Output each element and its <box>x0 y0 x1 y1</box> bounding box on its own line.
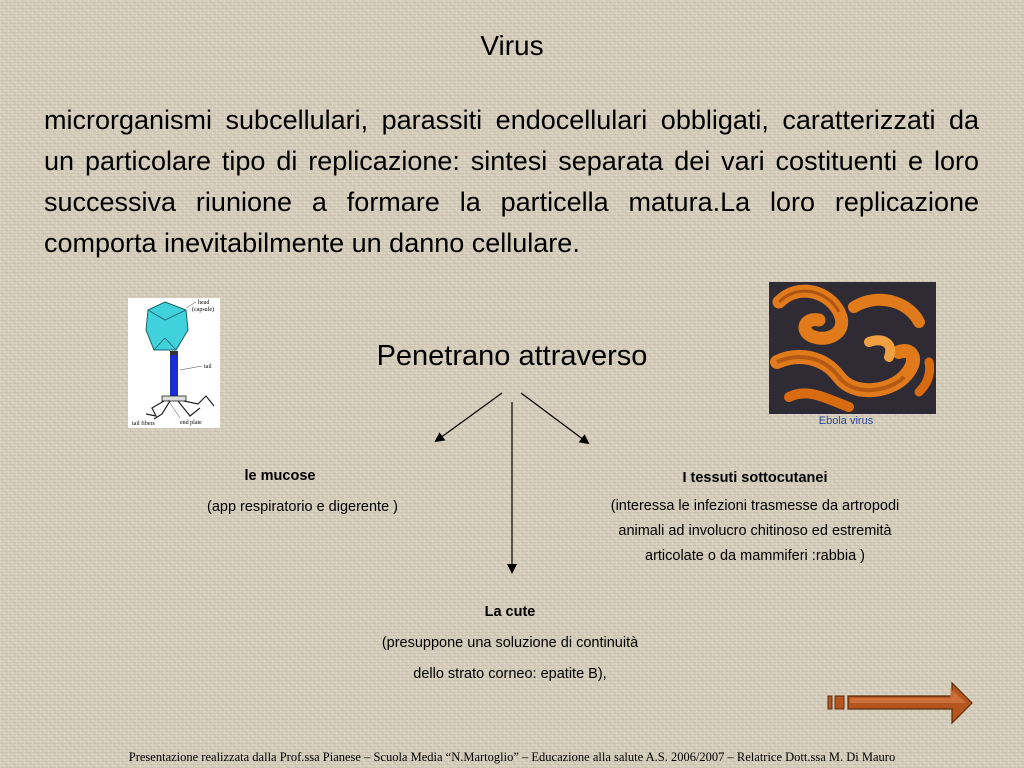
arrow-left <box>436 393 502 441</box>
tessuti-desc-line: articolate o da mammiferi :rabbia ) <box>645 548 865 564</box>
phage-label-tail-fibers: tail fibers <box>132 421 155 427</box>
intro-paragraph: microrganismi subcellulari, parassiti endocellulari obbligati, caratterizzati da un particolare tipo di replicazione: sintesi separata dei vari costituenti e loro successiva riunione a formare la particella matura.La loro replicazione comporta inevitabilmente un danno cellulare. <box>44 105 979 258</box>
tessuti-desc-line: (interessa le infezioni trasmesse da artropodi <box>610 498 900 514</box>
phage-label-end-plate: end plate <box>180 420 202 426</box>
cute-title: La cute <box>484 604 536 620</box>
ebola-caption: Ebola virus <box>818 415 874 427</box>
phage-label-tail: tail <box>204 364 212 370</box>
arrow-right <box>521 393 588 443</box>
cute-desc-line: dello strato corneo: epatite B), <box>413 666 607 682</box>
phage-label-capsule: (capsule) <box>192 307 214 313</box>
right-arrow-icon <box>828 683 972 723</box>
mucose-title: le mucose <box>244 468 316 484</box>
tessuti-title: I tessuti sottocutanei <box>682 470 828 486</box>
cute-desc-line: (presuppone una soluzione di continuità <box>381 635 639 651</box>
penetration-heading: Penetrano attraverso <box>376 340 648 372</box>
phage-label-head: head <box>198 300 210 306</box>
next-slide-button[interactable] <box>826 680 974 726</box>
tessuti-description <box>575 494 935 569</box>
slide-title: Virus <box>480 30 544 61</box>
footer-credits: Presentazione realizzata dalla Prof.ssa Pianese – Scuola Media “N.Martoglio” – Educazione alla salute A.S. 2006/2007 – Relatrice Dott.ssa M. Di Mauro <box>128 750 896 764</box>
tessuti-desc-line: animali ad involucro chitinoso ed estremità <box>618 523 892 539</box>
mucose-description: (app respiratorio e digerente ) <box>206 499 399 515</box>
